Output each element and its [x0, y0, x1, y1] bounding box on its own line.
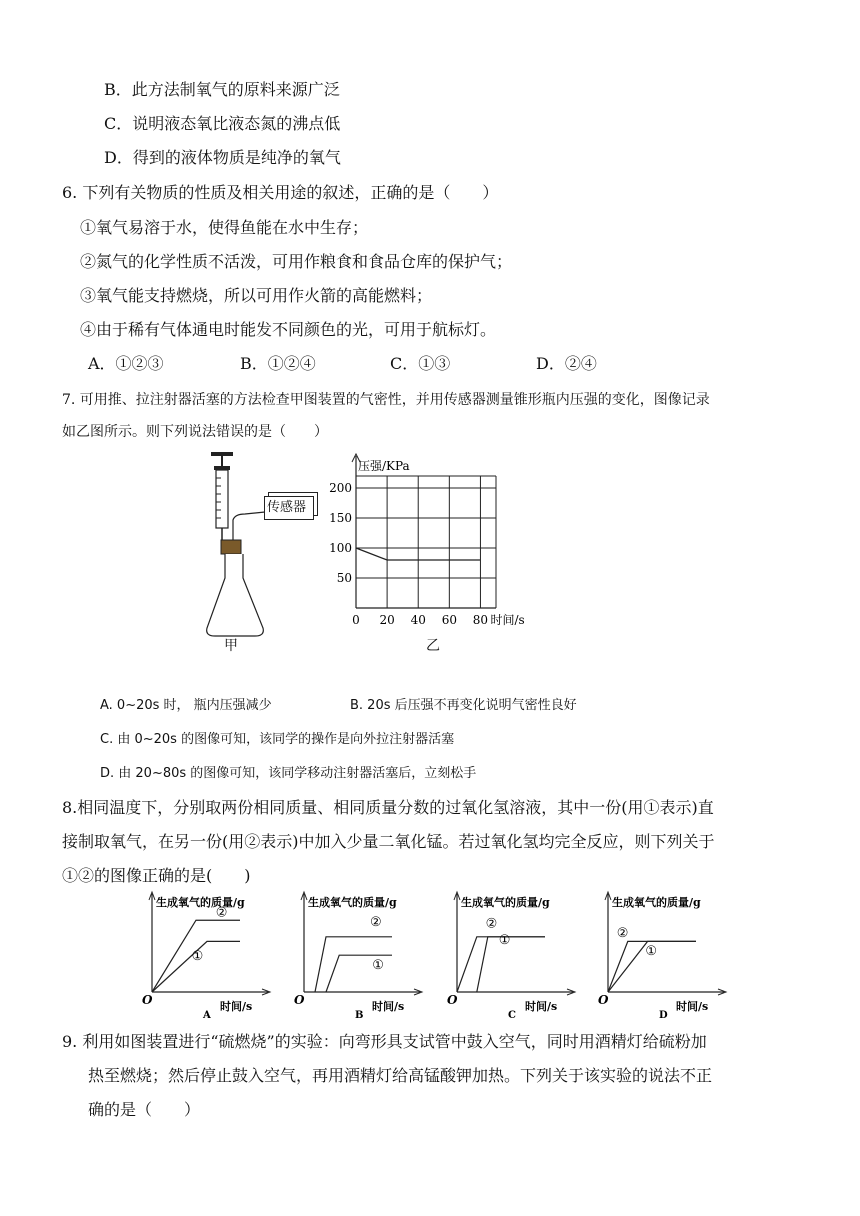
y-tick-label: 50	[336, 571, 352, 585]
q7-option-c: C. 由 0~20s 的图像可知，该同学的操作是向外拉注射器活塞	[100, 732, 455, 747]
label-jia: 甲	[224, 638, 238, 654]
q6-statement-4: ④由于稀有气体通电时能发不同颜色的光，可用于航标灯。	[80, 320, 497, 339]
y-axis-label: 生成氧气的质量/g	[461, 896, 550, 909]
q6-statement-1: ①氧气易溶于水，使得鱼能在水中生存；	[80, 218, 369, 237]
q7-option-d: D. 由 20~80s 的图像可知，该同学移动注射器活塞后，立刻松手	[100, 766, 477, 781]
y-axis-label: 生成氧气的质量/g	[612, 896, 701, 909]
q6-option-c: C．①③	[390, 354, 451, 373]
series-1-label: ①	[372, 958, 384, 973]
series-2-label: ②	[616, 925, 629, 941]
q6-option-d: D．②④	[536, 354, 597, 373]
graph-letter: D	[659, 1010, 668, 1018]
series-1-label: ①	[645, 944, 658, 960]
series-1-label: ①	[498, 933, 511, 949]
x-tick-label: 0	[352, 613, 360, 627]
x-axis-label: 时间/s	[220, 1000, 253, 1013]
q7-stem-line2: 如乙图所示。则下列说法错误的是（ ）	[62, 424, 328, 440]
x-axis-label: 时间/s	[676, 1000, 709, 1013]
y-axis-label: 生成氧气的质量/g	[308, 896, 397, 909]
y-tick-label: 150	[329, 511, 352, 525]
syringe-flask-apparatus	[195, 448, 325, 658]
series-s1-line	[477, 937, 545, 992]
label-yi: 乙	[426, 638, 440, 654]
q5-option-c: C．说明液态氧比液态氮的沸点低	[104, 114, 341, 133]
q8-graph-C	[443, 888, 583, 1018]
x-axis-label: 时间/s	[490, 613, 525, 627]
q8-graph-D	[594, 888, 734, 1018]
q6-stem: 6. 下列有关物质的性质及相关用途的叙述，正确的是（ ）	[62, 183, 499, 202]
q7-option-a: A. 0~20s 时， 瓶内压强减少	[100, 698, 272, 713]
origin-label: O	[598, 993, 609, 1007]
q8-line3: ①②的图像正确的是( )	[62, 866, 251, 885]
graph-letter: A	[203, 1010, 211, 1018]
q8-line2: 接制取氧气，在另一份(用②表示)中加入少量二氧化锰。若过氧化氢均完全反应，则下列关于	[62, 832, 715, 851]
pressure-chart	[328, 448, 538, 628]
x-axis-label: 时间/s	[372, 1000, 405, 1013]
q5-option-d: D．得到的液体物质是纯净的氧气	[104, 148, 341, 167]
x-tick-label: 20	[379, 613, 395, 627]
q7-option-b: B. 20s 后压强不再变化说明气密性良好	[350, 698, 577, 713]
x-tick-label: 40	[410, 613, 426, 627]
q7-stem-line1: 7. 可用推、拉注射器活塞的方法检查甲图装置的气密性，并用传感器测量锥形瓶内压强的变化，图像记录	[62, 392, 710, 408]
series-1-label: ①	[191, 948, 204, 964]
graph-letter: C	[508, 1010, 516, 1018]
q6-option-b: B．①②④	[240, 354, 316, 373]
q6-option-a: A．①②③	[88, 354, 164, 373]
q6-statement-2: ②氮气的化学性质不活泼，可用作粮食和食品仓库的保护气；	[80, 252, 513, 271]
q9-line2: 热至燃烧；然后停止鼓入空气，再用酒精灯给高锰酸钾加热。下列关于该实验的说法不正	[88, 1066, 713, 1085]
q8-graph-B	[290, 888, 430, 1018]
series-2-label: ②	[370, 914, 382, 930]
q9-line1: 9. 利用如图装置进行“硫燃烧”的实验：向弯形具支试管中鼓入空气，同时用酒精灯给硫粉加	[62, 1032, 707, 1051]
q8-line1: 8.相同温度下，分别取两份相同质量、相同质量分数的过氧化氢溶液，其中一份(用①表示)直	[62, 798, 714, 817]
q6-statement-3: ③氧气能支持燃烧，所以可用作火箭的高能燃料；	[80, 286, 433, 305]
sensor-label: 传感器	[267, 500, 307, 515]
q9-line3: 确的是（ ）	[88, 1100, 201, 1119]
y-tick-label: 100	[329, 541, 352, 555]
x-axis-label: 时间/s	[525, 1000, 558, 1013]
x-tick-label: 60	[441, 613, 457, 627]
series-2-label: ②	[485, 916, 498, 932]
q8-graph-A	[138, 888, 278, 1018]
y-tick-label: 200	[329, 481, 352, 495]
origin-label: O	[142, 993, 153, 1007]
q5-option-b: B．此方法制氧气的原料来源广泛	[104, 80, 340, 99]
y-axis-label: 压强/KPa	[358, 459, 410, 473]
graph-letter: B	[355, 1010, 364, 1018]
y-axis-label: 生成氧气的质量/g	[156, 896, 245, 909]
x-tick-label: 80	[472, 613, 489, 627]
origin-label: O	[294, 993, 305, 1007]
origin-label: O	[447, 993, 458, 1007]
series-2-label: ②	[215, 905, 228, 921]
